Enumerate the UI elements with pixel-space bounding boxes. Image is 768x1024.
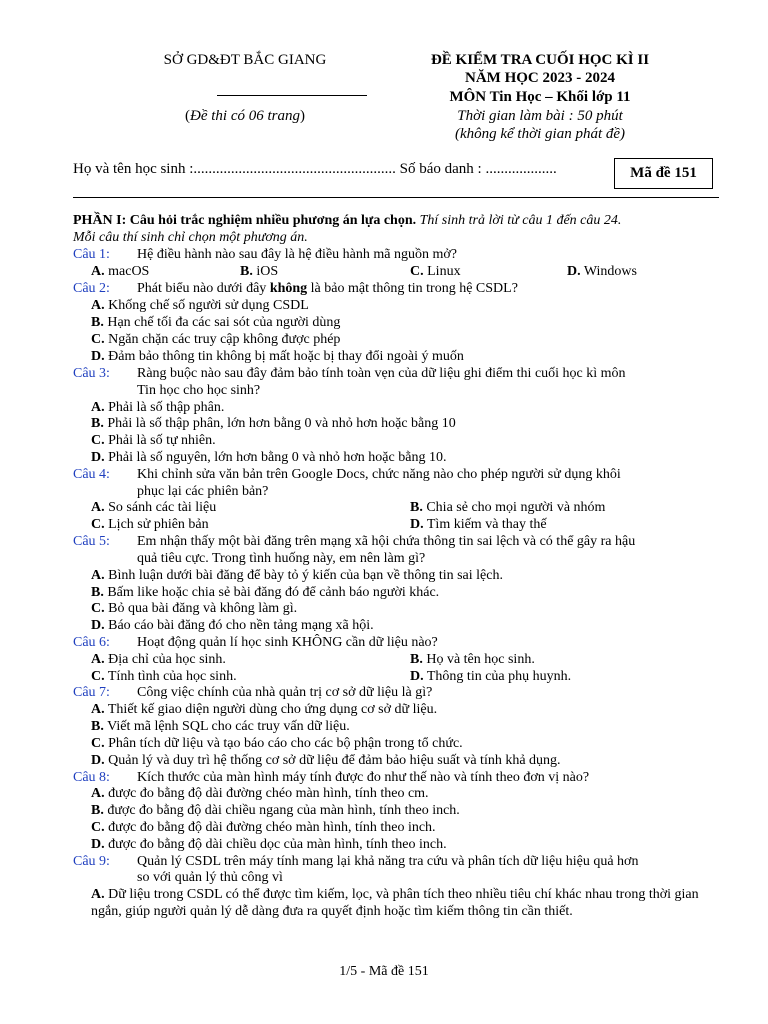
q6-option-b[interactable]: B. Họ và tên học sinh. — [410, 652, 535, 667]
q3-option-b[interactable]: B. Phải là số thập phân, lớn hơn bằng 0 và nhỏ hơn hoặc bằng 10 — [91, 416, 456, 431]
page-count-text: Đề thi có 06 trang — [190, 108, 300, 124]
question-9: Câu 9: Quản lý CSDL trên máy tính mang lại khả năng tra cứu và phân tích dữ liệu hiệu quả hơn — [73, 854, 639, 869]
question-number: Câu 7: — [73, 685, 110, 700]
question-7: Câu 7: Công việc chính của nhà quản trị cơ sở dữ liệu là gì? — [73, 685, 433, 700]
exam-duration: Thời gian làm bài : 50 phút — [457, 108, 623, 124]
q3-option-d[interactable]: D. Phải là số nguyên, lớn hơn bằng 0 và nhỏ hơn hoặc bằng 10. — [91, 450, 447, 465]
page-count-note: (Đề thi có 06 trang) — [185, 108, 305, 124]
exam-code-box — [614, 158, 713, 189]
q2-option-d[interactable]: D. Đảm bảo thông tin không bị mất hoặc bị thay đổi ngoài ý muốn — [91, 349, 464, 364]
q8-option-c[interactable]: C. được đo bằng độ dài đường chéo màn hình, tính theo inch. — [91, 820, 436, 835]
question-text: Hệ điều hành nào sau đây là hệ điều hành mã nguồn mở? — [137, 247, 457, 262]
question-2: Câu 2: Phát biểu nào dưới đây không là bảo mật thông tin trong hệ CSDL? — [73, 281, 518, 296]
section-title: PHẦN I: Câu hỏi trắc nghiệm nhiều phương án lựa chọn. — [73, 213, 417, 228]
q4-option-d[interactable]: D. Tìm kiếm và thay thế — [410, 517, 547, 532]
question-5-continued: quả tiêu cực. Trong tình huống này, em nên làm gì? — [137, 551, 426, 566]
question-9-continued: so với quản lý thủ công vì — [137, 870, 283, 885]
question-3-continued: Tin học cho học sinh? — [137, 383, 261, 398]
q6-option-d[interactable]: D. Thông tin của phụ huynh. — [410, 669, 572, 684]
q7-option-d[interactable]: D. Quản lý và duy trì hệ thống cơ sở dữ liệu để đảm bảo hiệu suất và tính khả dụng. — [91, 753, 561, 768]
question-number: Câu 6: — [73, 635, 110, 650]
subject-title: MÔN Tin Học – Khối lớp 11 — [449, 89, 631, 105]
question-4-continued: phục lại các phiên bản? — [137, 484, 269, 499]
q5-option-c[interactable]: C. Bỏ qua bài đăng và không làm gì. — [91, 601, 298, 616]
exam-code: Mã đề 151 — [630, 165, 697, 181]
question-number: Câu 4: — [73, 467, 110, 482]
q1-option-c[interactable]: C. Linux — [410, 264, 461, 279]
school-year: NĂM HỌC 2023 - 2024 — [465, 70, 615, 86]
q3-option-a[interactable]: A. Phải là số thập phân. — [91, 400, 225, 415]
q5-option-b[interactable]: B. Bấm like hoặc chia sẻ bài đăng đó để cảnh báo người khác. — [91, 585, 440, 600]
q8-option-a[interactable]: A. được đo bằng độ dài đường chéo màn hình, tính theo cm. — [91, 786, 429, 801]
q6-option-c[interactable]: C. Tính tình của học sinh. — [91, 669, 237, 684]
question-number: Câu 3: — [73, 366, 110, 381]
q7-option-b[interactable]: B. Viết mã lệnh SQL cho các truy vấn dữ liệu. — [91, 719, 350, 734]
q2-option-c[interactable]: C. Ngăn chặn các truy cập không được phép — [91, 332, 341, 347]
question-number: Câu 2: — [73, 281, 110, 296]
header-divider-left — [217, 95, 367, 96]
header-rule — [73, 197, 719, 198]
page-footer: 1/5 - Mã đề 151 — [339, 964, 429, 979]
question-number: Câu 9: — [73, 854, 110, 869]
duration-note: (không kể thời gian phát đề) — [454, 126, 626, 142]
q5-option-d[interactable]: D. Báo cáo bài đăng đó cho nền tảng mạng xã hội. — [91, 618, 374, 633]
question-8: Câu 8: Kích thước của màn hình máy tính được đo như thế nào và tính theo đơn vị nào? — [73, 770, 590, 785]
question-number: Câu 5: — [73, 534, 110, 549]
section-instruction: Thí sinh trả lời từ câu 1 đến câu 24. — [416, 213, 622, 228]
department-name: SỞ GD&ĐT BẮC GIANG — [163, 52, 327, 68]
section-heading — [73, 213, 621, 230]
question-3: Câu 3: Ràng buộc nào sau đây đảm bảo tính toàn vẹn của dữ liệu ghi điểm thi cuối học kì môn — [73, 366, 626, 381]
q8-option-d[interactable]: D. được đo bằng độ dài chiều dọc của màn hình, tính theo inch. — [91, 837, 447, 852]
q5-option-a[interactable]: A. Bình luận dưới bài đăng để bày tỏ ý kiến của bạn về thông tin sai lệch. — [91, 568, 503, 583]
student-info-line: Họ và tên học sinh :...................................................... Số báo danh : ................... — [73, 161, 557, 177]
q1-option-d[interactable]: D. Windows — [567, 264, 637, 279]
question-number: Câu 8: — [73, 770, 110, 785]
question-1 — [73, 247, 457, 264]
q9-option-a[interactable]: A. Dữ liệu trong CSDL có thể được tìm kiếm, lọc, và phân tích theo nhiều tiêu chí khác nhau trong thời gian ngắn, giúp người quản lý dễ dàng đưa ra quyết định hoặc tìm kiếm thông tin cần thiết. — [91, 887, 699, 919]
q2-option-a[interactable]: A. Khống chế số người sử dụng CSDL — [91, 298, 309, 313]
q4-option-a[interactable]: A. So sánh các tài liệu — [91, 500, 217, 515]
question-6: Câu 6: Hoạt động quản lí học sinh KHÔNG cần dữ liệu nào? — [73, 635, 438, 650]
question-4: Câu 4: Khi chỉnh sửa văn bản trên Google Docs, chức năng nào cho phép người sử dụng khôi — [73, 467, 621, 482]
q6-option-a[interactable]: A. Địa chỉ của học sinh. — [91, 652, 226, 667]
question-number: Câu 1: — [73, 247, 110, 262]
exam-title: ĐỀ KIỂM TRA CUỐI HỌC KÌ II — [430, 52, 650, 68]
section-instruction-line-2: Mỗi câu thí sinh chỉ chọn một phương án. — [73, 230, 308, 245]
q1-option-b[interactable]: B. iOS — [240, 264, 279, 279]
q3-option-c[interactable]: C. Phải là số tự nhiên. — [91, 433, 216, 448]
q8-option-b[interactable]: B. được đo bằng độ dài chiều ngang của màn hình, tính theo inch. — [91, 803, 460, 818]
question-5: Câu 5: Em nhận thấy một bài đăng trên mạng xã hội chứa thông tin sai lệch và có thể gây ra hậu — [73, 534, 636, 549]
q7-option-a[interactable]: A. Thiết kế giao diện người dùng cho ứng dụng cơ sở dữ liệu. — [91, 702, 438, 717]
q2-option-b[interactable]: B. Hạn chế tối đa các sai sót của người dùng — [91, 315, 341, 330]
q4-option-c[interactable]: C. Lịch sử phiên bản — [91, 517, 209, 532]
q4-option-b[interactable]: B. Chia sẻ cho mọi người và nhóm — [410, 500, 606, 515]
q1-option-a[interactable]: A. macOS — [91, 264, 150, 279]
q7-option-c[interactable]: C. Phân tích dữ liệu và tạo báo cáo cho các bộ phận trong tổ chức. — [91, 736, 463, 751]
